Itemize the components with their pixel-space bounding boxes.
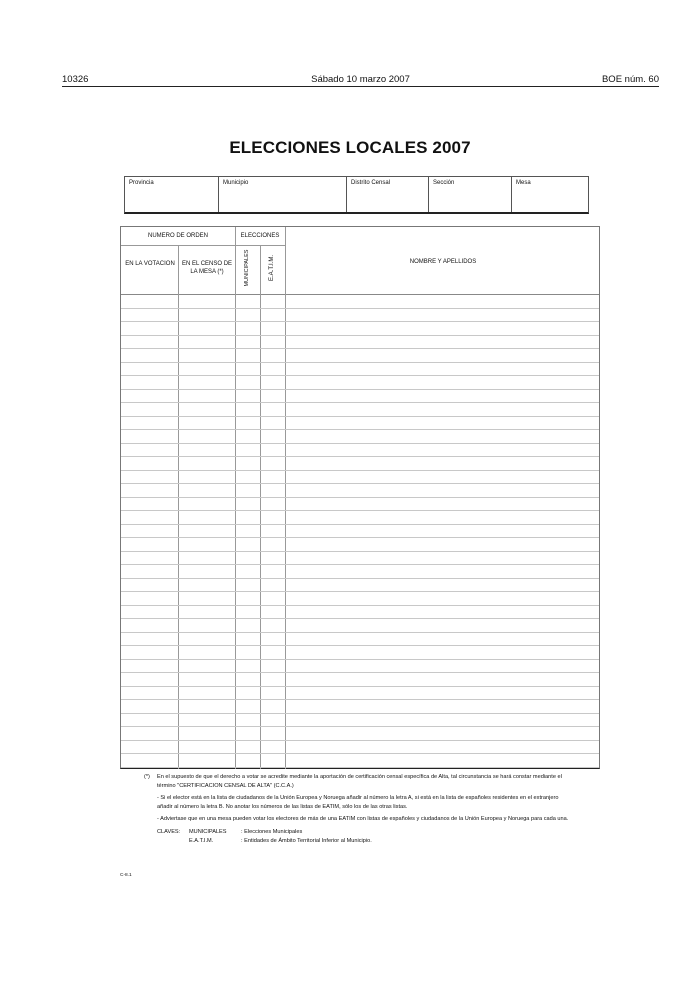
table-row	[121, 430, 599, 444]
table-row	[121, 295, 599, 309]
journal-issue: BOE núm. 60	[601, 74, 659, 85]
asterisk-mark: (*)	[144, 774, 150, 780]
table-row	[121, 619, 599, 633]
header-municipales: MUNICIPALES	[244, 249, 250, 287]
publication-date: Sábado 10 marzo 2007	[311, 74, 410, 85]
header-en-la-votacion: EN LA VOTACION	[125, 261, 175, 267]
header-numero-de-orden: NUMERO DE ORDEN	[147, 233, 208, 239]
header-eatim: E.A.T.I.M.	[269, 255, 275, 282]
table-row	[121, 741, 599, 755]
table-row	[121, 444, 599, 458]
note-asterisk-text: En el supuesto de que el derecho a votar se acredite mediante la aportación de certificación censal específica de Alta, tal circunstancia se hará constar mediante el término "CERTIFICACION CENSAL DE ALTA" (C.C.A.)	[157, 774, 562, 789]
header-elecciones: ELECCIONES	[240, 233, 280, 239]
table-header	[121, 227, 599, 295]
table-row	[121, 322, 599, 336]
field-municipio: Municipio	[219, 177, 347, 212]
table-row	[121, 363, 599, 377]
clave-value-eatim: : Entidades de Ámbito Territorial Inferior al Municipio.	[241, 837, 372, 844]
footnotes	[145, 773, 575, 848]
table-row	[121, 646, 599, 660]
table-row	[121, 457, 599, 471]
table-row	[121, 336, 599, 350]
table-row	[121, 552, 599, 566]
field-distrito-censal: Distrito Censal	[347, 177, 429, 212]
voter-list-table	[120, 226, 600, 769]
table-row	[121, 633, 599, 647]
table-row	[121, 511, 599, 525]
document-title: ELECCIONES LOCALES 2007	[229, 138, 471, 157]
table-row	[121, 606, 599, 620]
header-en-el-censo: EN EL CENSO DE LA MESA (*)	[181, 261, 233, 275]
page-header	[62, 74, 659, 87]
table-row	[121, 309, 599, 323]
table-rows	[121, 295, 599, 768]
table-row	[121, 754, 599, 768]
page-number: 10326	[62, 74, 89, 85]
form-code: C-8.1	[120, 873, 132, 878]
note-2: - Si el elector está en la lista de ciudadanos de la Unión Europea y Noruega añadir al número la letra A, si está en la lista de españoles residentes en el extranjero añadir al número la letra B. No anotar los números de las listas de EATIM, sólo los de las otras listas.	[157, 795, 559, 810]
table-row	[121, 538, 599, 552]
table-row	[121, 349, 599, 363]
claves-label: CLAVES:	[157, 828, 181, 835]
header-nombre-apellidos: NOMBRE Y APELLIDOS	[409, 259, 477, 265]
table-row	[121, 660, 599, 674]
table-row	[121, 673, 599, 687]
table-row	[121, 592, 599, 606]
table-row	[121, 390, 599, 404]
table-row	[121, 403, 599, 417]
field-provincia: Provincia	[125, 177, 219, 212]
table-row	[121, 714, 599, 728]
table-row	[121, 525, 599, 539]
table-row	[121, 498, 599, 512]
table-row	[121, 700, 599, 714]
clave-key-eatim: E.A.T.I.M.	[189, 837, 214, 844]
table-row	[121, 687, 599, 701]
table-row	[121, 417, 599, 431]
note-3: - Adviertase que en una mesa pueden votar los electores de más de una EATIM con listas de españoles y ciudadanos de la Unión Europea y Noruega para cada una.	[157, 816, 569, 823]
table-row	[121, 471, 599, 485]
note-asterisk	[145, 773, 575, 790]
clave-value-municipales: : Elecciones Municipales	[241, 828, 303, 835]
table-row	[121, 484, 599, 498]
table-row	[121, 727, 599, 741]
field-mesa: Mesa	[516, 180, 531, 186]
table-row	[121, 565, 599, 579]
claves-legend	[145, 828, 575, 848]
table-row	[121, 376, 599, 390]
location-info-box	[124, 176, 589, 214]
field-seccion: Sección	[429, 177, 512, 212]
clave-key-municipales: MUNICIPALES	[189, 828, 227, 835]
table-row	[121, 579, 599, 593]
